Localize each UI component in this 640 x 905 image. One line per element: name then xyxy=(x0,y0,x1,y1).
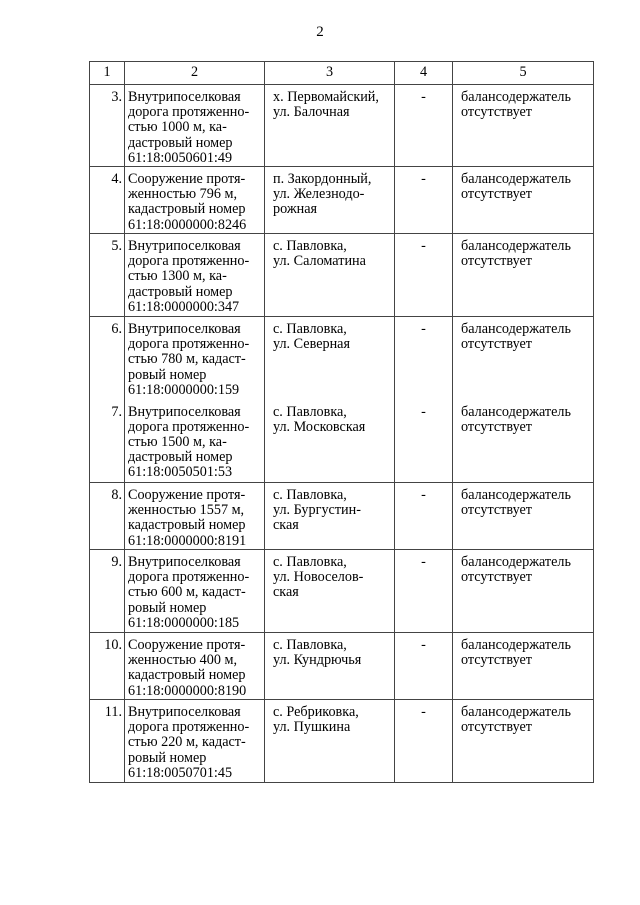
address-line: с. Ребриковка, xyxy=(273,704,359,721)
status-line: отсутствует xyxy=(461,652,532,669)
row-number-cell: 8. xyxy=(90,483,125,550)
row-number-cell: 3. xyxy=(90,85,125,167)
object-name-cell xyxy=(125,700,265,783)
header-cell-1: 1 xyxy=(90,62,125,85)
table-row xyxy=(90,234,594,317)
object-name-cell xyxy=(125,633,265,700)
object-name-line: женностью 400 м, xyxy=(128,652,238,669)
status-line: балансодержатель xyxy=(461,321,571,338)
address-line: ская xyxy=(273,517,299,534)
object-name-line: 61:18:0000000:159 xyxy=(128,381,240,398)
address-line: п. Закордонный, xyxy=(273,171,372,188)
object-name-line: Сооружение протя- xyxy=(128,637,246,654)
object-name-line: 61:18:0050601:49 xyxy=(128,149,233,166)
object-name-line: Внутрипоселковая xyxy=(128,321,241,338)
object-name-line: Внутрипоселковая xyxy=(128,238,241,255)
object-name-cell xyxy=(125,317,265,400)
address-line: ул. Новоселов- xyxy=(273,569,364,586)
status-line: отсутствует xyxy=(461,253,532,270)
address-line: ул. Московская xyxy=(273,418,366,435)
column-4-cell: - xyxy=(395,633,453,700)
address-line: ул. Балочная xyxy=(273,104,350,121)
address-cell xyxy=(265,85,395,167)
status-line: балансодержатель xyxy=(461,554,571,571)
address-line: с. Павловка, xyxy=(273,321,347,338)
object-name-line: стью 780 м, кадаст- xyxy=(128,351,246,368)
status-line: отсутствует xyxy=(461,186,532,203)
address-line: ул. Северная xyxy=(273,336,350,353)
object-name-cell xyxy=(125,167,265,234)
page-number: 2 xyxy=(316,24,324,40)
object-name-line: 61:18:0000000:8190 xyxy=(128,682,247,699)
object-name-line: 61:18:0000000:8246 xyxy=(128,216,247,233)
header-cell-3: 3 xyxy=(265,62,395,85)
row-number-cell: 10. xyxy=(90,633,125,700)
status-line: отсутствует xyxy=(461,418,532,435)
object-name-line: 61:18:0050701:45 xyxy=(128,764,233,781)
header-row xyxy=(90,62,594,85)
object-name-cell xyxy=(125,550,265,633)
object-name-line: дорога протяженно- xyxy=(128,253,250,270)
status-line: отсутствует xyxy=(461,719,532,736)
address-cell xyxy=(265,550,395,633)
object-name-line: 61:18:0050501:53 xyxy=(128,464,233,481)
status-line: отсутствует xyxy=(461,336,532,353)
object-name-line: дорога протяженно- xyxy=(128,336,250,353)
table-row xyxy=(90,317,594,400)
address-cell xyxy=(265,633,395,700)
status-cell xyxy=(453,483,594,550)
status-line: балансодержатель xyxy=(461,238,571,255)
column-4-cell: - xyxy=(395,700,453,783)
address-cell xyxy=(265,234,395,317)
address-cell xyxy=(265,167,395,234)
object-name-line: женностью 1557 м, xyxy=(128,502,245,519)
status-line: балансодержатель xyxy=(461,89,571,105)
object-name-line: стью 1000 м, ка- xyxy=(128,119,227,136)
status-cell xyxy=(453,400,594,483)
address-line: х. Первомайский, xyxy=(273,89,379,105)
status-line: отсутствует xyxy=(461,502,532,519)
address-line: ул. Железнодо- xyxy=(273,186,365,203)
table-row xyxy=(90,633,594,700)
address-line: ул. Пушкина xyxy=(273,719,351,736)
object-name-line: кадастровый номер xyxy=(128,667,246,684)
table-row xyxy=(90,400,594,483)
table-row xyxy=(90,483,594,550)
status-cell xyxy=(453,550,594,633)
column-4-cell: - xyxy=(395,550,453,633)
address-cell xyxy=(265,700,395,783)
object-name-line: Внутрипоселковая xyxy=(128,554,241,571)
status-cell xyxy=(453,700,594,783)
address-line: ул. Бургустин- xyxy=(273,502,361,519)
object-name-line: стью 1500 м, ка- xyxy=(128,433,227,450)
object-name-line: кадастровый номер xyxy=(128,201,246,218)
status-cell xyxy=(453,167,594,234)
table-body xyxy=(90,85,594,783)
object-name-line: дастровый номер xyxy=(128,283,233,300)
property-table xyxy=(89,61,594,783)
object-name-line: стью 1300 м, ка- xyxy=(128,268,227,285)
column-4-cell: - xyxy=(395,234,453,317)
status-cell xyxy=(453,633,594,700)
column-4-cell: - xyxy=(395,167,453,234)
object-name-line: Сооружение протя- xyxy=(128,171,246,188)
address-line: ул. Кундрючья xyxy=(273,652,362,669)
table-row xyxy=(90,700,594,783)
object-name-line: 61:18:0000000:185 xyxy=(128,614,240,631)
row-number-cell: 7. xyxy=(90,400,125,483)
status-line: отсутствует xyxy=(461,104,532,121)
object-name-line: дорога протяженно- xyxy=(128,569,250,586)
address-line: рожная xyxy=(273,201,318,218)
address-line: с. Павловка, xyxy=(273,487,347,504)
address-line: с. Павловка, xyxy=(273,238,347,255)
header-cell-2: 2 xyxy=(125,62,265,85)
address-line: с. Павловка, xyxy=(273,637,347,654)
address-cell xyxy=(265,400,395,483)
table-row xyxy=(90,167,594,234)
column-4-cell: - xyxy=(395,85,453,167)
object-name-line: ровый номер xyxy=(128,749,207,766)
object-name-cell xyxy=(125,234,265,317)
object-name-line: Внутрипоселковая xyxy=(128,403,241,420)
status-line: отсутствует xyxy=(461,569,532,586)
status-cell xyxy=(453,234,594,317)
row-number-cell: 4. xyxy=(90,167,125,234)
object-name-line: ровый номер xyxy=(128,366,207,383)
status-cell xyxy=(453,317,594,400)
column-4-cell: - xyxy=(395,483,453,550)
object-name-line: дастровый номер xyxy=(128,449,233,466)
object-name-cell xyxy=(125,85,265,167)
header-cell-5: 5 xyxy=(453,62,594,85)
object-name-line: Сооружение протя- xyxy=(128,487,246,504)
header-cell-4: 4 xyxy=(395,62,453,85)
status-line: балансодержатель xyxy=(461,403,571,420)
address-line: ул. Саломатина xyxy=(273,253,366,270)
status-cell xyxy=(453,85,594,167)
table-row xyxy=(90,550,594,633)
object-name-line: 61:18:0000000:347 xyxy=(128,298,240,315)
row-number-cell: 6. xyxy=(90,317,125,400)
object-name-line: дорога протяженно- xyxy=(128,104,250,121)
column-4-cell: - xyxy=(395,400,453,483)
object-name-line: Внутрипоселковая xyxy=(128,704,241,721)
object-name-line: дорога протяженно- xyxy=(128,719,250,736)
row-number-cell: 9. xyxy=(90,550,125,633)
status-line: балансодержатель xyxy=(461,637,571,654)
object-name-line: Внутрипоселковая xyxy=(128,89,241,105)
object-name-cell xyxy=(125,483,265,550)
status-line: балансодержатель xyxy=(461,171,571,188)
object-name-line: 61:18:0000000:8191 xyxy=(128,532,247,549)
object-name-line: кадастровый номер xyxy=(128,517,246,534)
object-name-line: ровый номер xyxy=(128,599,207,616)
address-cell xyxy=(265,483,395,550)
address-line: с. Павловка, xyxy=(273,403,347,420)
row-number-cell: 5. xyxy=(90,234,125,317)
object-name-line: дастровый номер xyxy=(128,134,233,151)
row-number-cell: 11. xyxy=(90,700,125,783)
object-name-cell xyxy=(125,400,265,483)
address-line: ская xyxy=(273,584,299,601)
status-line: балансодержатель xyxy=(461,487,571,504)
address-cell xyxy=(265,317,395,400)
column-4-cell: - xyxy=(395,317,453,400)
object-name-line: женностью 796 м, xyxy=(128,186,238,203)
object-name-line: стью 220 м, кадаст- xyxy=(128,734,246,751)
address-line: с. Павловка, xyxy=(273,554,347,571)
status-line: балансодержатель xyxy=(461,704,571,721)
table-row xyxy=(90,85,594,167)
object-name-line: стью 600 м, кадаст- xyxy=(128,584,246,601)
object-name-line: дорога протяженно- xyxy=(128,418,250,435)
